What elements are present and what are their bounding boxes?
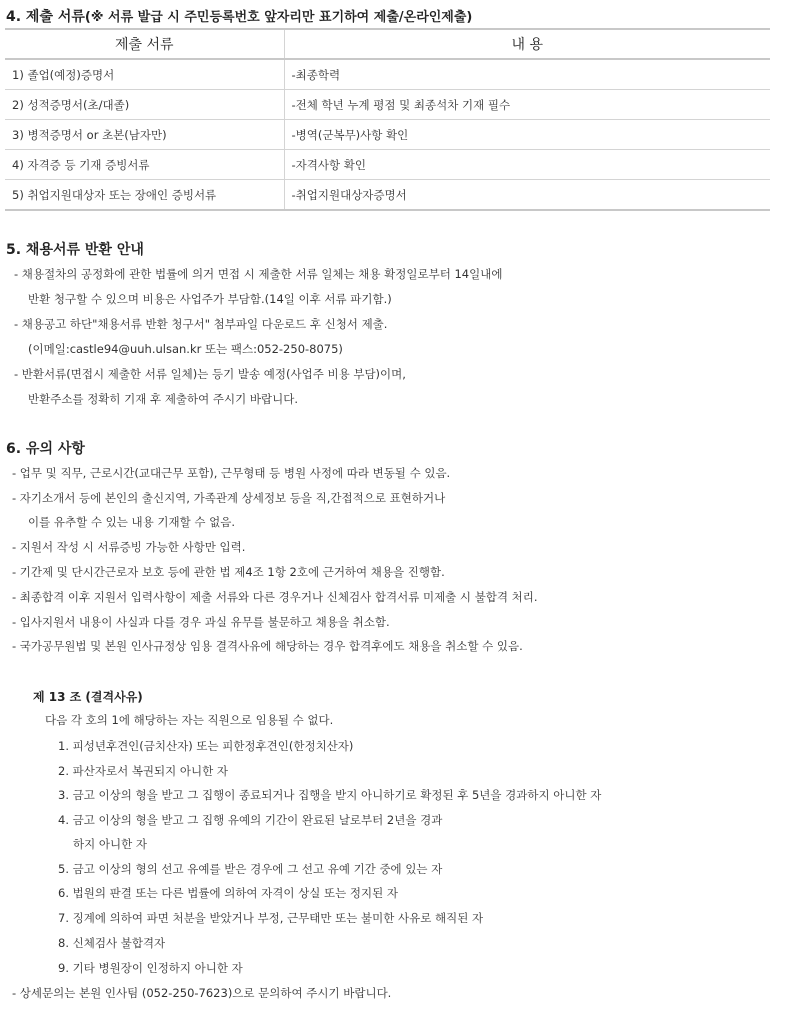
section-4-heading: 4. 제출 서류: [6, 9, 85, 25]
disqualification-item: 1. 피성년후견인(금치산자) 또는 피한정후견인(한정치산자): [58, 739, 354, 753]
notice-item: - 최종합격 이후 지원서 입력사항이 제출 서류와 다른 경우거나 신체검사 합격서류 미제출 시 불합격 처리.: [12, 590, 538, 604]
document-cell: 3) 병적증명서 or 초본(남자만): [5, 120, 284, 150]
content-cell: -최종학력: [284, 59, 770, 90]
content-cell: -취업지원대상자증명서: [291, 187, 407, 202]
section-5-title: 5. 채용서류 반환 안내: [6, 242, 144, 258]
disqualification-item: 8. 신체검사 불합격자: [58, 936, 166, 950]
notice-item: - 자기소개서 등에 본인의 출신지역, 가족관계 상세정보 등을 직,간접적으로 표현하거나: [12, 491, 446, 505]
notice-item: - 지원서 작성 시 서류증빙 가능한 사항만 입력.: [12, 540, 246, 554]
disqualification-item: 2. 파산자로서 복권되지 아니한 자: [58, 764, 229, 778]
notice-item: - 국가공무원법 및 본원 인사규정상 임용 결격사유에 해당하는 경우 합격후에도 채용을 취소할 수 있음.: [12, 639, 523, 653]
content-cell: -병역(군복무)사항 확인: [284, 120, 770, 150]
section-4-note: (※ 서류 발급 시 주민등록번호 앞자리만 표기하여 제출/온라인제출): [84, 10, 473, 25]
documents-table: [5, 28, 770, 211]
header-content: 내 용: [284, 29, 770, 59]
document-cell: 5) 취업지원대상자 또는 장애인 증빙서류: [5, 180, 284, 211]
document-cell: 1) 졸업(예정)증명서: [5, 59, 284, 90]
section-5-contact-line: (이메일:castle94@uuh.ulsan.kr 또는 팩스:052-250-8075): [28, 342, 343, 356]
disqualification-item-cont: 하지 아니한 자: [73, 837, 147, 851]
content-cell: -자격사항 확인: [284, 150, 770, 180]
notice-item: - 입사지원서 내용이 사실과 다를 경우 과실 유무를 불문하고 채용을 취소함.: [12, 615, 390, 629]
document-cell: 2) 성적증명서(초/대졸): [5, 90, 284, 120]
table-row: [5, 150, 770, 180]
table-row: [5, 90, 770, 120]
disqualification-item: 7. 징계에 의하여 파면 처분을 받았거나 부정, 근무태만 또는 불미한 사유로 해직된 자: [58, 911, 484, 925]
table-row: [5, 59, 770, 90]
article-13-title: 제 13 조 (결격사유): [33, 690, 143, 704]
section-5-line: - 반환서류(면접시 제출한 서류 일체)는 등기 발송 예정(사업주 비용 부담)이며,: [14, 367, 406, 381]
disqualification-item: 4. 금고 이상의 형을 받고 그 집행 유예의 기간이 완료된 날로부터 2년을 경과: [58, 813, 443, 827]
notice-item: - 업무 및 직무, 근로시간(교대근무 포함), 근무형태 등 병원 사정에 따라 변동될 수 있음.: [12, 466, 451, 480]
table-row: [5, 120, 770, 150]
table-row: [5, 180, 770, 211]
document-cell: 4) 자격증 등 기재 증빙서류: [5, 150, 284, 180]
section-6-title: 6. 유의 사항: [6, 441, 85, 457]
section-5-line: 반환 청구할 수 있으며 비용은 사업주가 부담함.(14일 이후 서류 파기함.): [28, 292, 392, 306]
disqualification-item: 5. 금고 이상의 형의 선고 유예를 받은 경우에 그 선고 유예 기간 중에 있는 자: [58, 862, 443, 876]
notice-item: 이를 유추할 수 있는 내용 기재할 수 없음.: [28, 515, 235, 529]
section-5-line: 반환주소를 정확히 기재 후 제출하여 주시기 바랍니다.: [28, 392, 298, 406]
content-cell: -전체 학년 누계 평점 및 최종석차 기재 필수: [284, 90, 770, 120]
section-5-line: - 채용공고 하단"채용서류 반환 청구서" 첨부파일 다운로드 후 신청서 제출.: [14, 317, 388, 331]
disqualification-item: 3. 금고 이상의 형을 받고 그 집행이 종료되거나 집행을 받지 아니하기로 확정된 후 5년을 경과하지 아니한 자: [58, 788, 602, 802]
section-4-title: [6, 6, 472, 26]
notice-item: - 기간제 및 단시간근로자 보호 등에 관한 법 제4조 1항 2호에 근거하여 채용을 진행함.: [12, 565, 445, 579]
table-header-row: [5, 29, 770, 59]
header-documents: 제출 서류: [5, 29, 284, 59]
article-13-intro: 다음 각 호의 1에 해당하는 자는 직원으로 임용될 수 없다.: [45, 713, 334, 727]
disqualification-item: 6. 법원의 판결 또는 다른 법률에 의하여 자격이 상실 또는 정지된 자: [58, 886, 399, 900]
contact-info: - 상세문의는 본원 인사팀 (052-250-7623)으로 문의하여 주시기 바랍니다.: [12, 986, 392, 1000]
disqualification-item: 9. 기타 병원장이 인정하지 아니한 자: [58, 961, 243, 975]
section-5-line: - 채용절차의 공정화에 관한 법률에 의거 면접 시 제출한 서류 일체는 채용 확정일로부터 14일내에: [14, 267, 503, 281]
